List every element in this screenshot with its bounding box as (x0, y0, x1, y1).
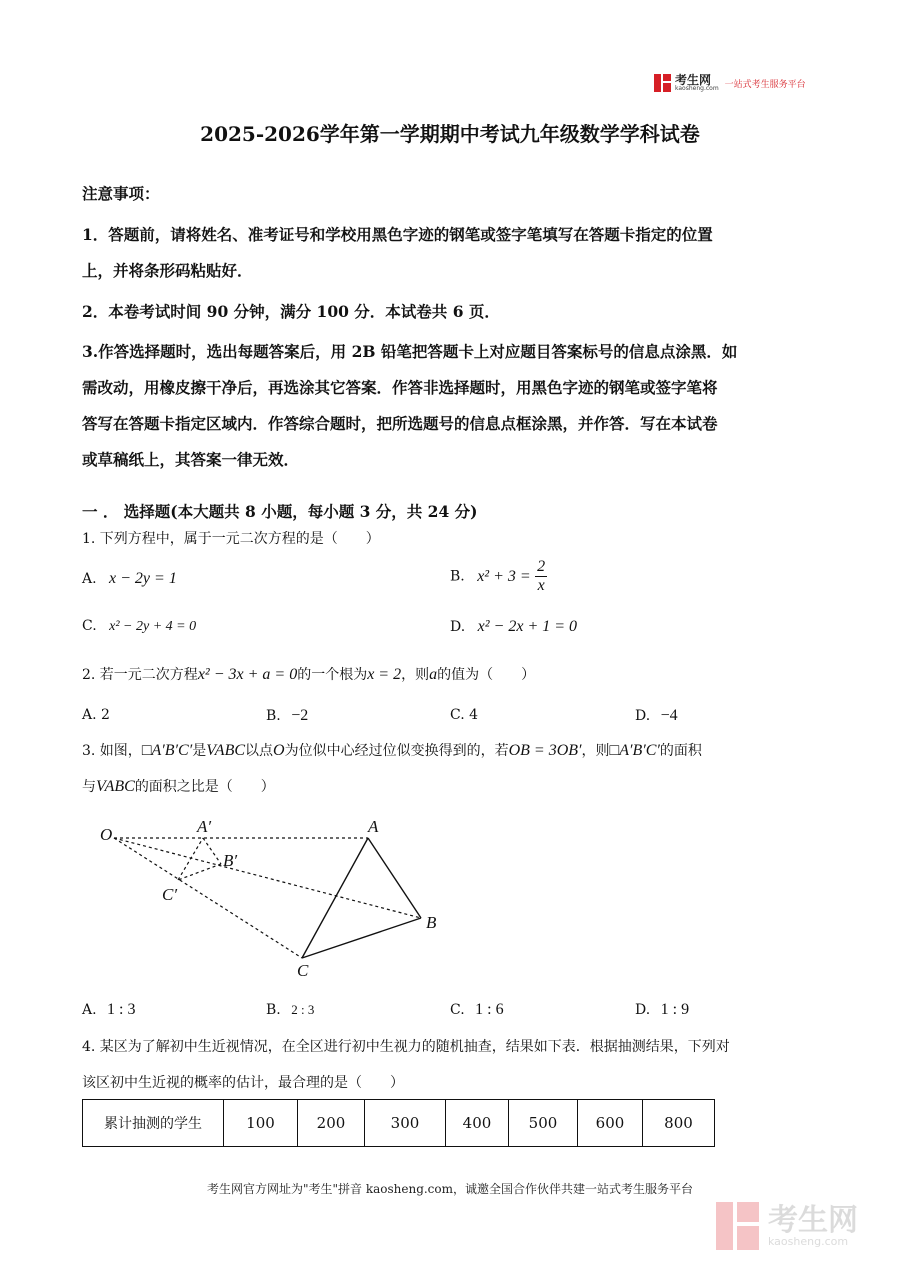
q3-ratio: OB = 3OB′ (508, 742, 582, 759)
notice-item-3-line-2: 需改动，用橡皮擦干净后，再选涂其它答案．作答非选择题时，用黑色字迹的钢笔或签字笔将 (82, 378, 718, 397)
q1-c-label: C. (82, 618, 97, 634)
q2-stem-mid: 的一个根为 (297, 667, 368, 683)
edge-b1-c1 (178, 864, 221, 880)
q3-option-b (266, 1002, 314, 1018)
q1-c-expr: x² − 2y + 4 = 0 (109, 619, 197, 634)
section-1-heading: 一 ． 选择题(本大题共 8 小题，每小题 3 分，共 24 分) (82, 502, 478, 521)
q3-triangle-small: □A′B′C′ (141, 742, 193, 759)
edge-b-c (302, 918, 421, 958)
q1-option-d (450, 618, 577, 636)
label-a-prime: A′ (197, 817, 212, 836)
q3-a-value: 1 : 3 (107, 1001, 136, 1018)
kaosheng-logo (654, 74, 806, 92)
q3-option-d (635, 1001, 689, 1019)
q2-option-b (266, 707, 308, 725)
label-c-prime: C′ (162, 885, 178, 904)
line-o-b (114, 838, 421, 918)
edge-a1-b1 (203, 838, 221, 864)
q2-d-label: D. (635, 708, 651, 724)
q3-pre: 3. 如图， (82, 743, 142, 759)
notice-item-1-line-1: 1．答题前，请将姓名、准考证号和学校用黑色字迹的钢笔或签字笔填写在答题卡指定的位置 (82, 225, 713, 244)
edge-c1-a1 (178, 838, 203, 880)
table-row (83, 1100, 715, 1147)
notice-item-1-line-2: 上，并将条形码粘贴好． (82, 261, 253, 280)
q3-figure (90, 810, 450, 990)
q3-stem-line-1 (82, 733, 822, 769)
q2-stem (82, 657, 822, 693)
q3-a-label: A. (82, 1002, 97, 1018)
label-b: B (426, 913, 437, 932)
table-cell: 400 (446, 1100, 509, 1147)
notice-item-3-line-1: 3.作答选择题时，选出每题答案后，用 2B 铅笔把答题卡上对应题目答案标号的信息点涂黑．如 (82, 342, 738, 361)
q3-b-value: 2 : 3 (291, 1002, 315, 1017)
table-cell: 100 (224, 1100, 298, 1147)
table-cell: 600 (578, 1100, 643, 1147)
table-cell: 500 (509, 1100, 578, 1147)
q2-b-value: −2 (291, 707, 309, 724)
q3-point-o: O (273, 742, 285, 759)
q1-b-numerator: 2 (537, 558, 546, 575)
logo-url: kaosheng.com (675, 85, 719, 92)
label-c: C (297, 961, 309, 980)
q1-d-expr: x² − 2x + 1 = 0 (477, 618, 578, 635)
q3-triangle-large: VABC (206, 742, 246, 759)
notice-item-2: 2．本卷考试时间 90 分钟，满分 100 分．本试卷共 6 页． (82, 302, 500, 321)
q3-triangle-large-2: VABC (96, 778, 135, 795)
q1-a-expr: x − 2y = 1 (109, 570, 177, 587)
q3-d-label: D. (635, 1002, 651, 1018)
q2-stem-mid2: ，则 (401, 667, 430, 683)
watermark-name: 考生网 (768, 1202, 858, 1238)
q1-b-fraction (535, 558, 547, 595)
q3-mid3: ，则 (581, 743, 610, 759)
q2-stem-pre: 2. 若一元二次方程 (82, 667, 198, 683)
q1-b-label: B. (450, 568, 465, 585)
notice-item-3-line-4: 或草稿纸上，其答案一律无效． (82, 450, 300, 469)
notice-item-3-line-3: 答写在答题卡指定区域内．作答综合题时，把所选题号的信息点框涂黑，并作答．写在本试卷 (82, 414, 718, 433)
table-header-cell: 累计抽测的学生 (83, 1100, 224, 1147)
q4-table (82, 1099, 715, 1147)
label-a: A (368, 817, 379, 836)
table-cell: 200 (298, 1100, 365, 1147)
label-b-prime: B′ (223, 851, 238, 870)
q3-line2-end: 的面积之比是（ ） (134, 779, 275, 795)
q1-option-a (82, 570, 177, 588)
q2-option-d (635, 707, 678, 725)
table-cell: 300 (365, 1100, 446, 1147)
q1-d-label: D. (450, 619, 466, 635)
q3-option-a (82, 1001, 135, 1019)
line-o-c (114, 838, 302, 958)
q2-b-label: B. (266, 708, 281, 724)
q2-equation: x² − 3x + a = 0 (197, 666, 298, 683)
q1-option-b (450, 558, 547, 595)
q2-d-value: −4 (660, 707, 678, 724)
q3-mid2: 为位似中心经过位似变换得到的，若 (284, 743, 509, 759)
q3-stem-line-2 (82, 769, 822, 805)
q1-stem: 1. 下列方程中，属于一元二次方程的是（ ） (82, 531, 380, 547)
q2-option-a: A. 2 (82, 707, 110, 723)
q4-stem-line-1: 4. 某区为了解初中生近视情况，在全区进行初中生视力的随机抽查，结果如下表．根据抽测结果，下列对 (82, 1039, 730, 1055)
page-title: 2025-2026学年第一学期期中考试九年级数学学科试卷 (200, 122, 700, 146)
kaosheng-logo-icon (654, 74, 672, 92)
watermark-url: kaosheng.com (768, 1234, 849, 1248)
q3-mid: 以点 (245, 743, 274, 759)
edge-c-a (302, 838, 368, 958)
label-o: O (100, 825, 113, 844)
q2-stem-end: 的值为（ ） (437, 667, 536, 683)
q2-root: x = 2 (367, 666, 402, 683)
logo-slogan: 一站式考生服务平台 (724, 79, 806, 90)
q3-d-value: 1 : 9 (660, 1001, 690, 1018)
q1-a-label: A. (82, 571, 97, 587)
q2-option-c: C. 4 (450, 707, 479, 723)
q3-line2-pre: 与 (82, 779, 96, 795)
q1-b-left: x² + 3 = (477, 567, 531, 585)
q1-b-denominator: x (537, 577, 545, 594)
q1-option-c (82, 618, 196, 635)
q3-b-label: B. (266, 1002, 281, 1018)
logo-name: 考生网 (675, 73, 712, 87)
watermark-logo-icon (716, 1202, 762, 1250)
notice-heading: 注意事项： (82, 184, 160, 203)
q3-is: 是 (192, 743, 207, 759)
watermark (716, 1202, 858, 1250)
page-footer: 考生网官方网址为"考生"拼音 kaosheng.com，诚邀全国合作伙伴共建一站式考生服务平台 (206, 1182, 694, 1196)
q3-c-value: 1 : 6 (475, 1001, 504, 1018)
table-cell: 800 (643, 1100, 715, 1147)
q3-option-c (450, 1001, 504, 1019)
q3-end: 的面积 (659, 743, 702, 759)
q4-stem-line-2: 该区初中生近视的概率的估计，最合理的是（ ） (82, 1075, 404, 1091)
q2-variable: a (429, 666, 438, 683)
q3-c-label: C. (450, 1002, 465, 1018)
q3-triangle-small-2: □A′B′C′ (609, 742, 660, 759)
